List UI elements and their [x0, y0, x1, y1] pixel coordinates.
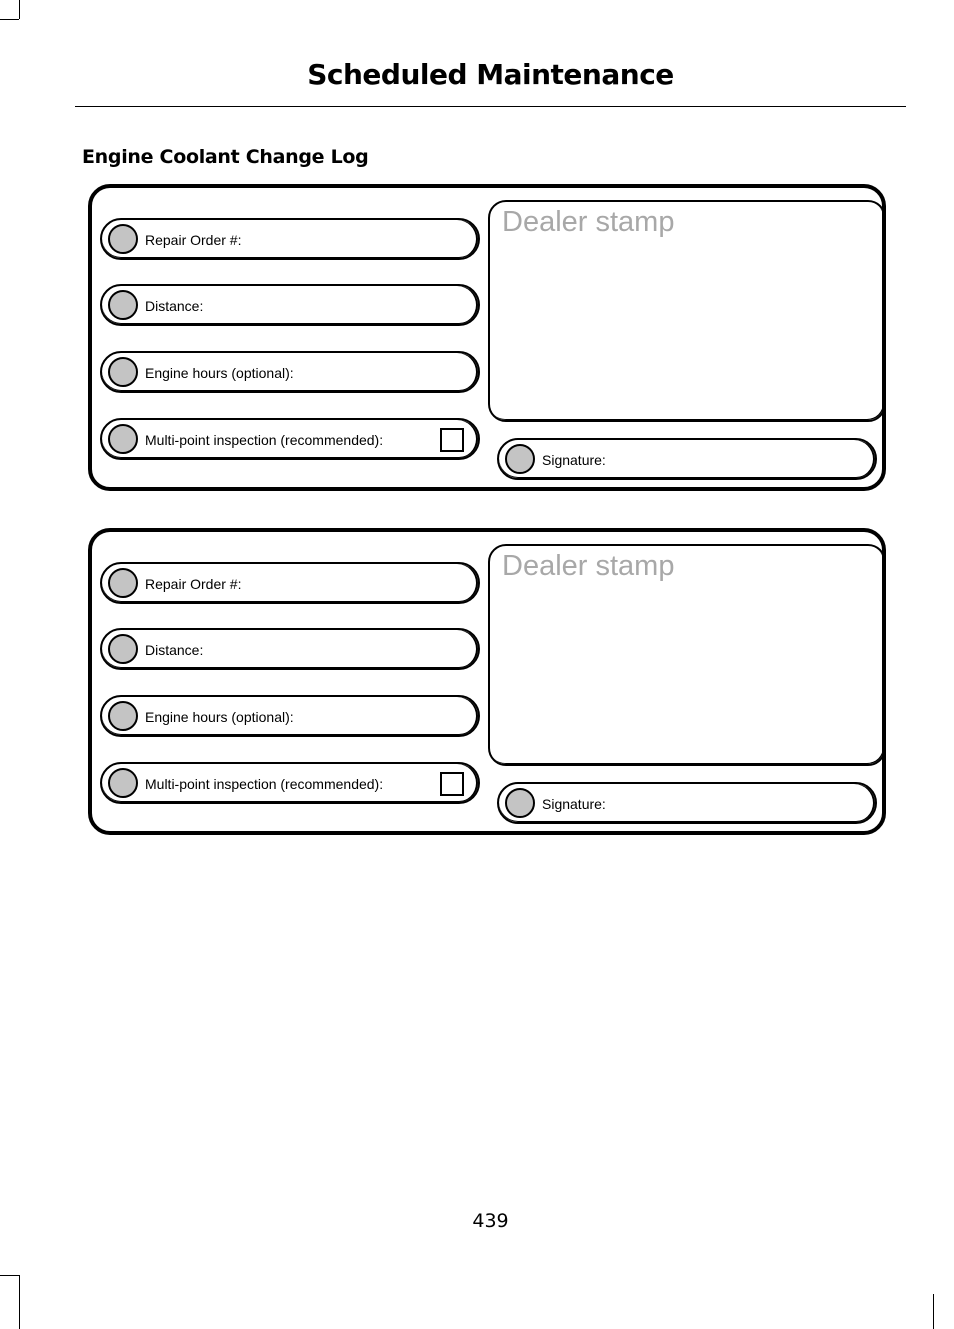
page-number: 439: [472, 1210, 509, 1232]
distance-field[interactable]: [100, 284, 480, 326]
crop-mark-top-left-h: [0, 19, 19, 20]
dealer-stamp-label: Dealer stamp: [502, 206, 675, 238]
repair-order-field[interactable]: [100, 218, 480, 260]
repair-order-label: Repair Order #:: [145, 576, 242, 592]
repair-order-label: Repair Order #:: [145, 232, 242, 248]
section-title: Engine Coolant Change Log: [82, 146, 369, 168]
bullet-circle-icon: [108, 357, 138, 387]
repair-order-field[interactable]: [100, 562, 480, 604]
bullet-circle-icon: [505, 444, 535, 474]
page-title: Scheduled Maintenance: [307, 58, 674, 91]
engine-hours-field[interactable]: [100, 695, 480, 737]
engine-hours-label: Engine hours (optional):: [145, 709, 294, 725]
signature-field[interactable]: [497, 782, 877, 824]
bullet-circle-icon: [108, 224, 138, 254]
crop-mark-bottom-left-v: [19, 1275, 20, 1329]
engine-hours-field[interactable]: [100, 351, 480, 393]
inspection-label: Multi-point inspection (recommended):: [145, 776, 384, 792]
bullet-circle-icon: [108, 701, 138, 731]
dealer-stamp-box: [488, 544, 886, 766]
log-entry-card-2: [88, 528, 886, 835]
inspection-label: Multi-point inspection (recommended):: [145, 432, 384, 448]
inspection-checkbox[interactable]: [440, 428, 464, 452]
bullet-circle-icon: [108, 290, 138, 320]
engine-hours-label: Engine hours (optional):: [145, 365, 294, 381]
distance-label: Distance:: [145, 298, 204, 314]
dealer-stamp-label: Dealer stamp: [502, 550, 675, 582]
inspection-field: [100, 762, 480, 804]
inspection-checkbox[interactable]: [440, 772, 464, 796]
crop-mark-bottom-right-v: [933, 1294, 934, 1329]
bullet-circle-icon: [108, 768, 138, 798]
signature-label: Signature:: [542, 796, 606, 812]
bullet-circle-icon: [505, 788, 535, 818]
distance-field[interactable]: [100, 628, 480, 670]
crop-mark-top-left-v: [19, 0, 20, 19]
bullet-circle-icon: [108, 568, 138, 598]
crop-mark-bottom-left-h: [0, 1275, 19, 1276]
bullet-circle-icon: [108, 424, 138, 454]
inspection-field: [100, 418, 480, 460]
log-entry-card-1: [88, 184, 886, 491]
distance-label: Distance:: [145, 642, 204, 658]
title-divider: [75, 106, 906, 107]
signature-label: Signature:: [542, 452, 606, 468]
signature-field[interactable]: [497, 438, 877, 480]
bullet-circle-icon: [108, 634, 138, 664]
dealer-stamp-box: [488, 200, 886, 422]
